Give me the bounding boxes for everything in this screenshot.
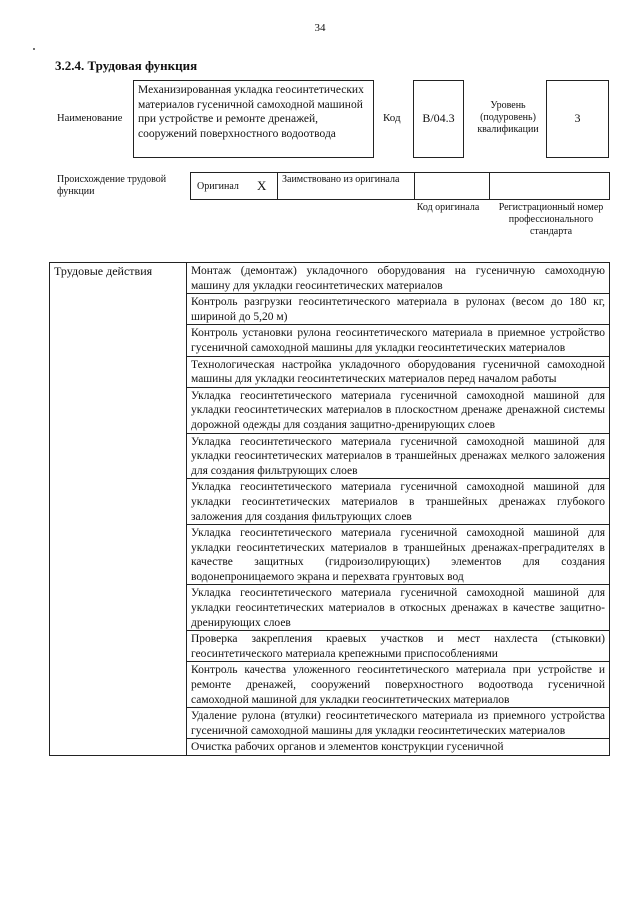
action-item: Контроль качества уложенного геосинтетического материала при устройстве и ремонте дренажей, сооружений поверхностного водоотвода гусеничной самоходной машиной для укладки геосинтетических материалов	[187, 662, 610, 708]
original-label: Оригинал	[197, 181, 239, 192]
action-item: Укладка геосинтетического материала гусеничной самоходной машиной для укладки геосинтетических материалов в траншейных дренажах мелкого заложения для создания фильтрующих слоев	[187, 433, 610, 479]
code-label: Код	[383, 112, 401, 124]
section-title: 3.2.4. Трудовая функция	[55, 58, 198, 73]
reg-number-caption: Регистрационный номер профессионального стандарта	[498, 202, 604, 237]
original-cell	[190, 172, 278, 200]
action-item: Проверка закрепления краевых участков и мест нахлеста (стыковки) геосинтетического материала крепежными приспособлениями	[187, 631, 610, 662]
code-original-cell	[414, 172, 490, 200]
action-item: Контроль разгрузки геосинтетического материала в рулонах (весом до 180 кг, шириной до 5,20 м)	[187, 294, 610, 325]
action-item: Контроль установки рулона геосинтетического материала в приемное устройство гусеничной самоходной машины для укладки геосинтетических материалов	[187, 325, 610, 356]
level-value: 3	[546, 80, 609, 158]
page-number: 34	[314, 22, 326, 34]
action-item: Укладка геосинтетического материала гусеничной самоходной машиной для укладки геосинтетических материалов в траншейных дренажах глубокого заложения для создания фильтрующих слоев	[187, 479, 610, 525]
level-label: Уровень (подуровень) квалификации	[477, 100, 539, 135]
borrowed-cell	[277, 172, 415, 200]
original-mark: X	[257, 178, 267, 193]
action-item: Монтаж (демонтаж) укладочного оборудования на гусеничную самоходную машину для укладки геосинтетических материалов	[187, 263, 610, 294]
actions-table	[49, 262, 610, 756]
table-row	[50, 263, 610, 294]
actions-label: Трудовые действия	[50, 263, 187, 756]
action-item: Укладка геосинтетического материала гусеничной самоходной машиной для укладки геосинтетических материалов в плоскостном дренаже дренажной системы дорожной одежды для создания защитно-дренирующих слоев	[187, 387, 610, 433]
action-item: Укладка геосинтетического материала гусеничной самоходной машиной для укладки геосинтетических материалов в откосных дренажах в качестве защитно-дренирующих слоев	[187, 585, 610, 631]
reg-number-cell	[489, 172, 610, 200]
action-item: Удаление рулона (втулки) геосинтетического материала из приемного устройства гусеничной самоходной машины для укладки геосинтетических материалов	[187, 708, 610, 739]
borrowed-label: Заимствовано из оригинала	[282, 174, 400, 185]
action-item: Технологическая настройка укладочного оборудования гусеничной самоходной машины для укладки геосинтетических материалов перед началом работы	[187, 356, 610, 387]
name-label: Наименование	[57, 113, 123, 124]
origin-label: Происхождение трудовой функции	[57, 174, 167, 197]
action-item: Укладка геосинтетического материала гусеничной самоходной машиной для укладки геосинтетических материалов в траншейных дренажах-преградителях в качестве защитных (гидроизолирующих) элементов для создания водонепроницаемого экрана и перехвата грунтовых вод	[187, 525, 610, 585]
code-original-caption: Код оригинала	[416, 202, 480, 213]
function-name-value: Механизированная укладка геосинтетических материалов гусеничной самоходной машиной при устройстве и ремонте дренажей, сооружений поверхностного водоотвода	[133, 80, 374, 158]
scan-artifact	[33, 48, 35, 50]
action-item: Очистка рабочих органов и элементов конструкции гусеничной	[187, 739, 610, 756]
code-value: B/04.3	[413, 80, 464, 158]
